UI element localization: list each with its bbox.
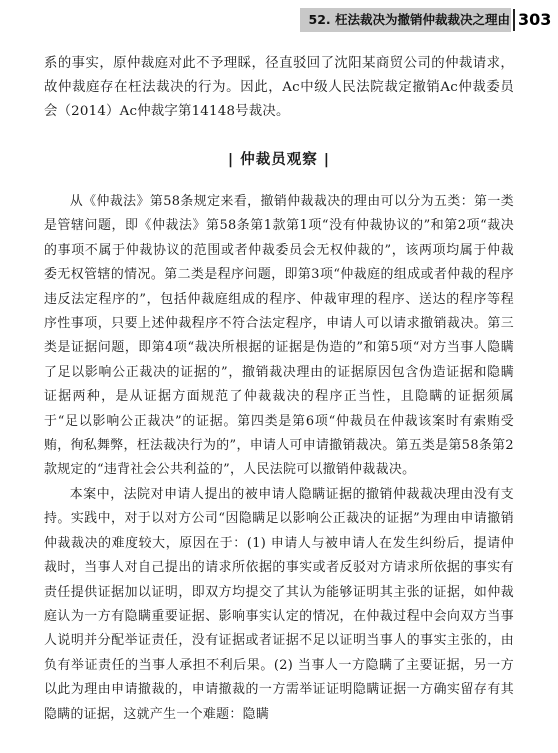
opening-paragraph: 系的事实，原仲裁庭对此不予理睬，径直驳回了沈阳某商贸公司的仲裁请求，故仲裁庭存在枉法裁决的行为。因此，Ac中级人民法院裁定撤销Ac仲裁委员会（2014）Ac仲裁字第14148号裁决。 <box>44 56 514 119</box>
paragraph-grounds: 从《仲裁法》第58条规定来看，撤销仲裁裁决的理由可以分为五类：第一类是管辖问题，即《仲裁法》第58条第1款第1项“没有仲裁协议的”和第2项“裁决的事项不属于仲裁协议的范围或者仲裁委员会无权仲裁的”，该两项均属于仲裁委无权管辖的情况。第二类是程序问题，即第3项“仲裁庭的组成或者仲裁的程序违反法定程序的”，包括仲裁庭组成的程序、仲裁审理的程序、送达的程序等程序性事项，只要上述仲裁程序不符合法定程序，申请人可以请求撤销裁决。第三类是证据问题，即第4项“裁决所根据的证据是伪造的”和第5项“对方当事人隐瞒了足以影响公正裁决的证据的”，撤销裁决理由的证据原因包含伪造证据和隐瞒证据两种，是从证据方面规范了仲裁裁决的程序正当性，且隐瞒的证据须属于“足以影响公正裁决”的证据。第四类是第6项“仲裁员在仲裁该案时有索贿受贿，徇私舞弊，枉法裁决行为的”，申请人可申请撤销裁决。第五类是第58条第2款规定的“违背社会公共利益的”，人民法院可以撤销仲裁裁决。 <box>44 194 514 478</box>
page-number: 303 <box>518 10 552 29</box>
running-header <box>0 8 558 32</box>
commentary-section <box>44 190 514 727</box>
paragraph-case-analysis: 本案中，法院对申请人提出的被申请人隐瞒证据的撤销仲裁裁决理由没有支持。实践中，对于以对方公司“因隐瞒足以影响公正裁决的证据”为理由申请撤销仲裁裁决的难度较大，原因在于：(1) 申请人与被申请人在发生纠纷后，提请仲裁时，当事人对自己提出的请求所依据的事实或者反驳对方请求所依据的事实有责任提供证据加以证明，即双方均提交了其认为能够证明其主张的证据，如仲裁庭认为一方有隐瞒重要证据、影响事实认定的情况，在仲裁过程中会向双方当事人说明并分配举证责任，没有证据或者证据不足以证明当事人的事实主张的，由负有举证责任的当事人承担不利后果。(2) 当事人一方隐瞒了主要证据，另一方以此为理由申请撤裁的，申请撤裁的一方需举证证明隐瞒证据一方确实留存有其隐瞒的证据，这就产生一个难题：隐瞒 <box>44 486 514 722</box>
page-body <box>44 52 514 727</box>
section-heading: | 仲裁员观察 | <box>227 152 331 168</box>
chapter-title: 52. 枉法裁决为撤销仲裁裁决之理由 <box>308 12 510 27</box>
header-divider <box>513 9 515 31</box>
